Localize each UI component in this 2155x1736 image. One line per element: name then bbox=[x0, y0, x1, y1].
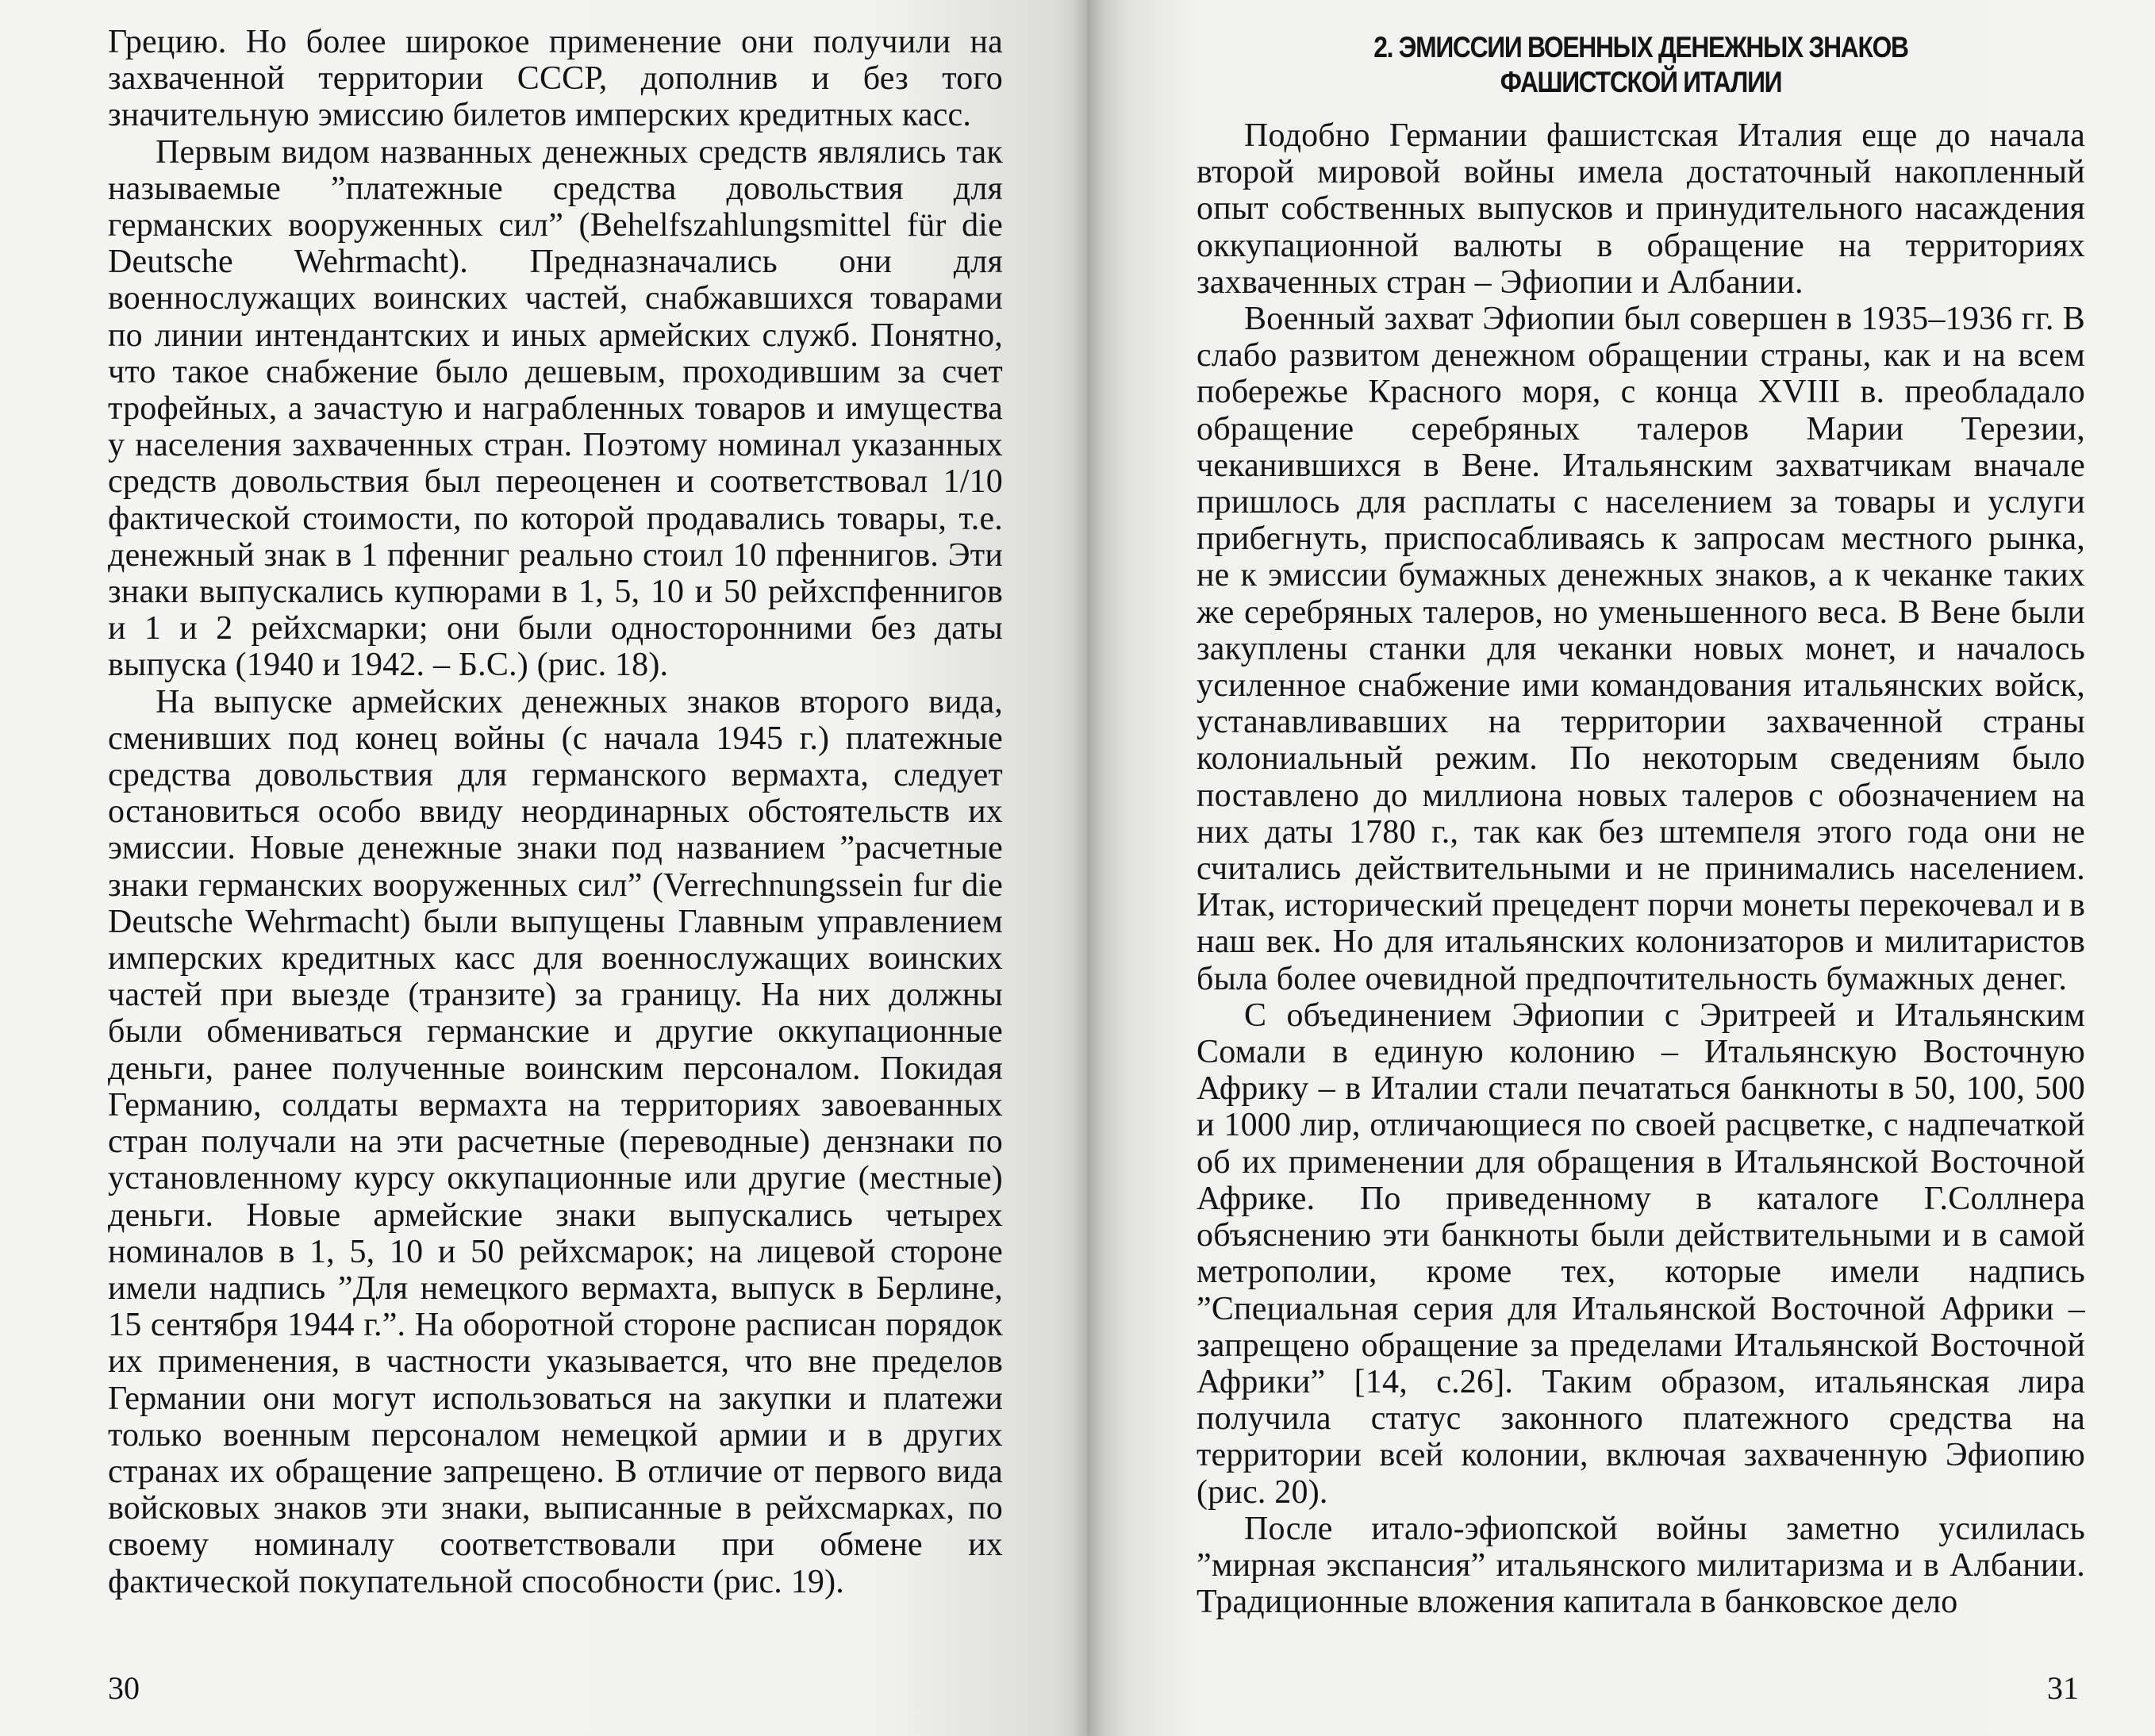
right-page-number: 31 bbox=[2047, 1670, 2079, 1706]
section-heading-line-1: 2. ЭМИССИИ ВОЕННЫХ ДЕНЕЖНЫХ ЗНАКОВ bbox=[1373, 31, 1908, 63]
left-paragraph-1: Грецию. Но более широкое применение они получили на захваченной территории СССР, дополнив и без того значительную эмиссию билетов имперских кредитных касс. bbox=[108, 24, 1003, 134]
right-page-text bbox=[1197, 117, 2085, 1620]
section-heading bbox=[1258, 30, 2022, 100]
right-paragraph-3: С объединением Эфиопии с Эритреей и Итальянским Сомали в единую колонию – Итальянскую Восточную Африку – в Италии стали печататься банкноты в 50, 100, 500 и 1000 лир, отличающиеся по своей расцветке, с надпечаткой об их применении для обращения в Итальянской Восточной Африке. По приведенному в каталоге Г.Соллнера объяснению эти банкноты были действительными и в самой метрополии, кроме тех, которые имели надпись ”Специальная серия для Итальянской Восточной Африки – запрещено обращение за пределами Итальянской Восточной Африки” [14, с.26]. Таким образом, итальянская лира получила статус законного платежного средства на территории всей колонии, включая захваченную Эфиопию (рис. 20). bbox=[1197, 997, 2085, 1511]
left-paragraph-2: Первым видом названных денежных средств являлись так называемые ”платежные средства довольствия для германских вооруженных сил” (Behelfszahlungsmittel für die Deutsche Wehrmacht). Предназначались они для военнослужащих воинских частей, снабжавшихся товарами по линии интендантских и иных армейских служб. Понятно, что такое снабжение было дешевым, проходившим за счет трофейных, а зачастую и награбленных товаров и имущества у населения захваченных стран. Поэтому номинал указанных средств довольствия был переоценен и соответствовал 1/10 фактической стоимости, по которой продавались товары, т.е. денежный знак в 1 пфенниг реально стоил 10 пфеннигов. Эти знаки выпускались купюрами в 1, 5, 10 и 50 рейхспфеннигов и 1 и 2 рейхсмарки; они были односторонними без даты выпуска (1940 и 1942. – Б.С.) (рис. 18). bbox=[108, 133, 1003, 684]
left-page-number: 30 bbox=[108, 1670, 140, 1706]
right-paragraph-2: Военный захват Эфиопии был совершен в 1935–1936 гг. В слабо развитом денежном обращении страны, как и на всем побережье Красного моря, с конца XVIII в. преобладало обращение серебряных талеров Марии Терезии, чеканившихся в Вене. Итальянским захватчикам вначале пришлось для расплаты с населением за товары и услуги прибегнуть, приспосабливаясь к запросам местного рынка, не к эмиссии бумажных денежных знаков, а к чеканке таких же серебряных талеров, но уменьшенного веса. В Вене были закуплены станки для чеканки новых монет, и началось усиленное снабжение ими командования итальянских войск, устанавливавших на территории захваченной страны колониальный режим. По некоторым сведениям было поставлено до миллиона новых талеров с обозначением на них даты 1780 г., так как без штемпеля этого года они не считались действительными и не принимались населением. Итак, исторический прецедент порчи монеты перекочевал и в наш век. Но для итальянских колонизаторов и милитаристов была более очевидной предпочтительность бумажных денег. bbox=[1197, 301, 2085, 997]
right-paragraph-4: После итало-эфиопской войны заметно усилилась ”мирная экспансия” итальянского милитаризма и в Албании. Традиционные вложения капитала в банковское дело bbox=[1197, 1510, 2085, 1621]
left-paragraph-3: На выпуске армейских денежных знаков второго вида, сменивших под конец войны (с начала 1945 г.) платежные средства довольствия для германского вермахта, следует остановиться особо ввиду неординарных обстоятельств их эмиссии. Новые денежные знаки под названием ”расчетные знаки германских вооруженных сил” (Verrechnungssein fur die Deutsche Wehrmacht) были выпущены Главным управлением имперских кредитных касс для военнослужащих воинских частей при выезде (транзите) за границу. На них должны были обмениваться германские и другие оккупационные деньги, ранее полученные воинским персоналом. Покидая Германию, солдаты вермахта на территориях завоеванных стран получали на эти расчетные (переводные) дензнаки по установленному курсу оккупационные или другие (местные) деньги. Новые армейские знаки выпускались четырех номиналов в 1, 5, 10 и 50 рейхсмарок; на лицевой стороне имели надпись ”Для немецкого вермахта, выпуск в Берлине, 15 сентября 1944 г.”. На оборотной стороне расписан порядок их применения, в частности указывается, что вне пределов Германии они могут использоваться на закупки и платежи только военным персоналом немецкой армии и в других странах их обращение запрещено. В отличие от первого вида войсковых знаков эти знаки, выписанные в рейхсмарках, по своему номиналу соответствовали при обмене их фактической покупательной способности (рис. 19). bbox=[108, 683, 1003, 1600]
right-page bbox=[1087, 0, 2155, 1736]
right-paragraph-1: Подобно Германии фашистская Италия еще до начала второй мировой войны имела достаточный накопленный опыт собственных выпусков и принудительного насаждения оккупационной валюты в обращение на территориях захваченных стран – Эфиопии и Албании. bbox=[1197, 117, 2085, 301]
section-heading-line-2: ФАШИСТСКОЙ ИТАЛИИ bbox=[1500, 66, 1782, 98]
left-page-text bbox=[108, 24, 1003, 1600]
